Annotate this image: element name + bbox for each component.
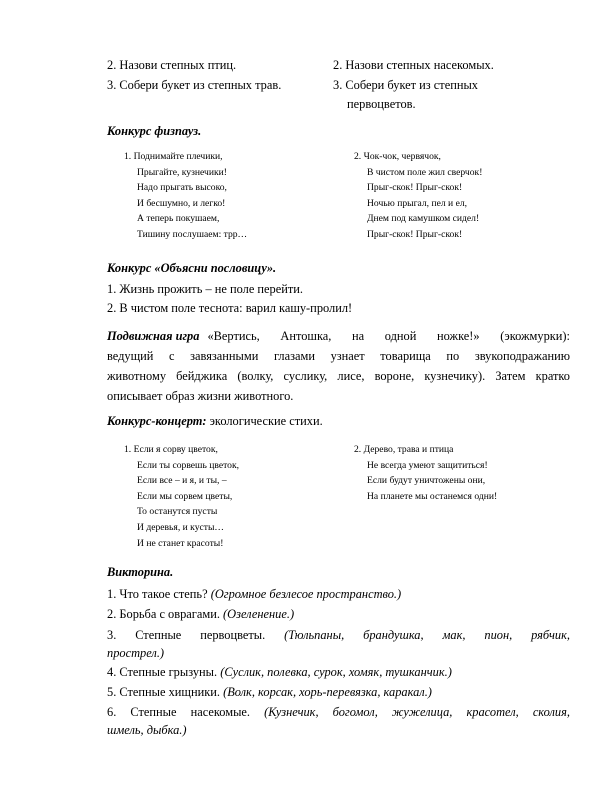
section-heading-quiz: Викторина. [107,565,174,579]
poem-fizpause-1 [124,149,247,243]
poem-line: Днем под камушком сидел! [367,213,480,225]
poem-line: Прыг-скок! Прыг-скок! [367,182,463,194]
quiz-word: Степные [135,628,182,642]
quiz-question: 4. Степные грызуны. [107,665,218,679]
quiz-item [107,704,570,721]
quiz-word: 3. [107,628,117,642]
list-item: 1. Жизнь прожить – не поле перейти. [107,282,304,296]
quiz-word: (Кузнечик, [264,705,319,719]
paragraph-line: животному бейджика (волку, суслику, лисе, вороне, кузнечику). Затем кратко [107,369,570,383]
list-item: первоцветов. [347,97,416,111]
quiz-item [107,606,294,623]
quiz-word: мак, [442,628,466,642]
poem-concert-2 [354,442,497,504]
quiz-word: первоцветы. [200,628,266,642]
poem-line: На планете мы останемся одни! [367,490,498,502]
list-item: 3. Собери букет из степных трав. [107,78,282,92]
quiz-word: 6. [107,705,117,719]
poem-line: Прыг-скок! Прыг-скок! [367,228,463,240]
section-heading-fizpause: Конкурс физпауз. [107,124,202,138]
quiz-word: Степные [130,705,177,719]
quiz-word: (Тюльпаны, [284,628,345,642]
poem-line: 1. Поднимайте плечики, [124,151,223,162]
quiz-word: богомол, [332,705,378,719]
quiz-answer: (Озеленение.) [223,607,295,621]
quiz-word: жужелица, [391,705,453,719]
quiz-word: рябчик, [531,628,570,642]
quiz-word: пион, [484,628,513,642]
poem-line: Если все – и я, и ты, – [137,475,227,487]
paragraph-line: ведущий с завязанными глазами узнает товарища по звукоподражанию [107,349,570,363]
concert-heading-label: Конкурс-концерт: [107,414,207,428]
poem-line: И деревья, и кусты… [137,521,224,533]
poem-line: Тишину послушаем: трр… [137,228,248,240]
list-item: 3. Собери букет из степных [333,78,478,92]
poem-line: В чистом поле жил сверчок! [367,166,483,178]
poem-line: То останутся пусты [137,506,218,518]
poem-line: И не станет красоты! [137,537,224,549]
poem-concert-1 [124,442,239,551]
game-lead: Подвижная игра [107,329,200,343]
paragraph-line: описывает образ жизни животного. [107,389,294,403]
poem-line: Если ты сорвешь цветок, [137,459,240,471]
quiz-word: сколия, [532,705,570,719]
quiz-answer: (Огромное безлесое пространство.) [210,587,402,601]
poem-line: Прыгайте, кузнечики! [137,166,227,178]
quiz-item [107,664,452,681]
poem-line: Ночью прыгал, пел и ел, [367,197,468,209]
game-title: «Вертись, Антошка, на одной ножке!» (экожмурки): [207,329,570,343]
section-heading-proverbs: Конкурс «Объясни пословицу». [107,261,277,275]
quiz-item [107,627,570,644]
poem-fizpause-2 [354,149,482,243]
list-item: 2. В чистом поле теснота: варил кашу-пролил! [107,301,353,315]
quiz-answer-continued: прострел.) [107,646,165,660]
quiz-question: 1. Что такое степь? [107,587,208,601]
paragraph-line [107,326,570,346]
quiz-word: брандушка, [363,628,424,642]
poem-line: Надо прыгать высоко, [137,182,227,194]
quiz-question: 2. Борьба с оврагами. [107,607,220,621]
quiz-item [107,684,432,701]
poem-line: Если мы сорвем цветы, [137,490,233,502]
poem-line: 2. Дерево, трава и птица [354,444,454,455]
poem-line: Если будут уничтожены они, [367,475,486,487]
section-heading-concert [107,413,323,430]
quiz-word: красотел, [466,705,519,719]
poem-line: 1. Если я сорву цветок, [124,444,218,455]
list-item: 2. Назови степных насекомых. [333,58,494,72]
quiz-answer: (Суслик, полевка, сурок, хомяк, тушканчик.) [220,665,452,679]
quiz-word: насекомые. [190,705,250,719]
game-paragraph [107,326,570,406]
poem-line: Не всегда умеют защититься! [367,459,488,471]
quiz-answer: (Волк, корсак, хорь-перевязка, каракал.) [223,685,432,699]
poem-line: И бесшумно, и легко! [137,197,226,209]
list-item: 2. Назови степных птиц. [107,58,237,72]
poem-line: А теперь покушаем, [137,213,220,225]
quiz-question: 5. Степные хищники. [107,685,220,699]
poem-line: 2. Чок-чок, червячок, [354,151,441,162]
concert-heading-rest: экологические стихи. [206,414,323,428]
quiz-answer-continued: шмель, дыбка.) [107,723,187,737]
quiz-item [107,586,401,603]
